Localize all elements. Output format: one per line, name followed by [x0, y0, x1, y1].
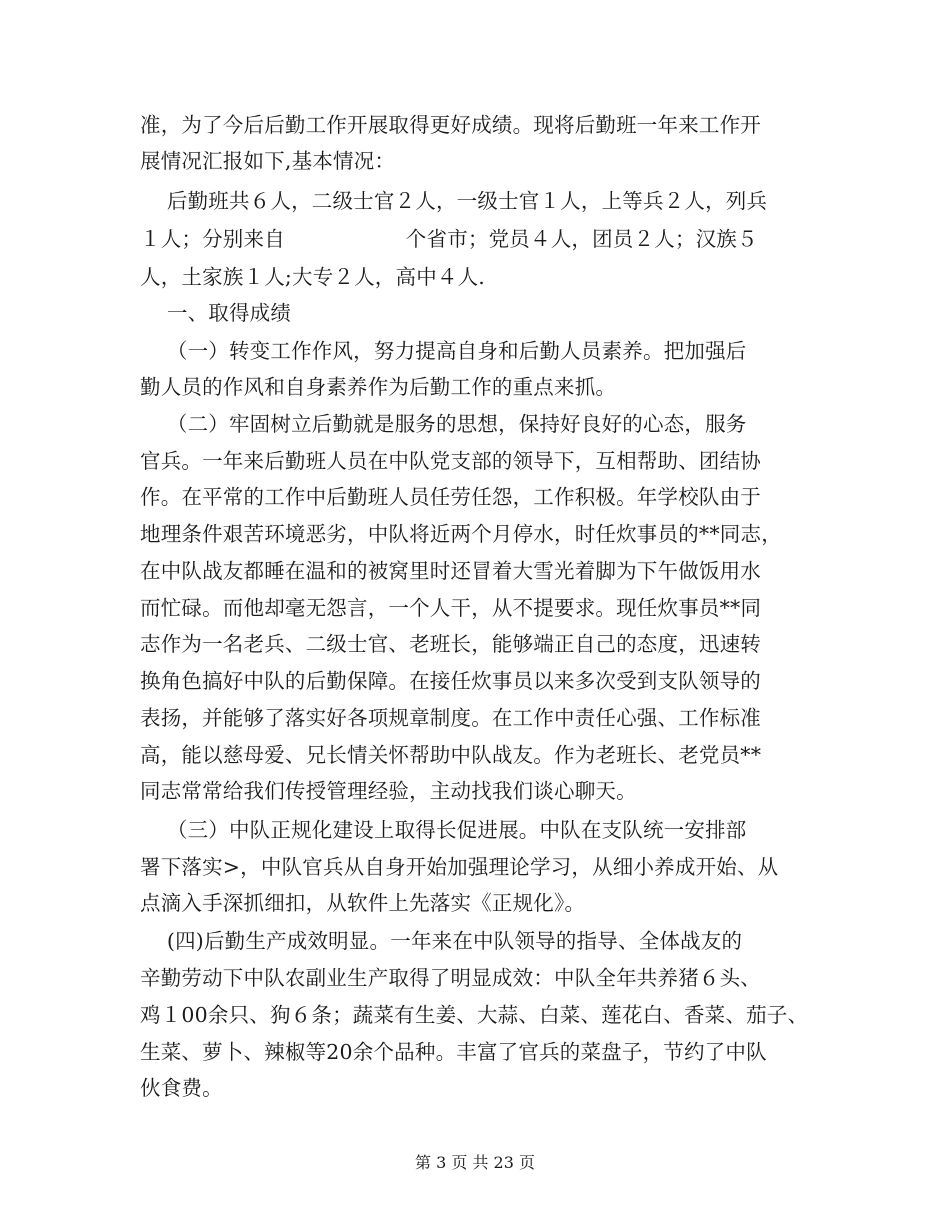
paragraph-line: 准，为了今后后勤工作开展取得更好成绩。现将后勤班一年来工作开 — [140, 113, 761, 137]
paragraph-line: （二）牢固树立后勤就是服务的思想，保持好良好的心态，服务 — [140, 412, 747, 436]
paragraph-line: 勤人员的作风和自身素养作为后勤工作的重点来抓。 — [140, 375, 617, 399]
paragraph-line: 署下落实>，中队官兵从自身开始加强理论学习，从细小养成开始、从 — [140, 855, 779, 879]
paragraph-line: 表扬，并能够了落实好各项规章制度。在工作中责任心强、工作标准 — [140, 706, 761, 730]
paragraph-line: 辛勤劳动下中队农副业生产取得了明显成效：中队全年共养猪６头、 — [140, 966, 761, 990]
paragraph-line: 换角色搞好中队的后勤保障。在接任炊事员以来多次受到支队领导的 — [140, 669, 761, 693]
paragraph-line: 而忙碌。而他却毫无怨言，一个人干，从不提要求。现任炊事员**同 — [140, 596, 762, 620]
section-heading: 一、取得成绩 — [140, 301, 292, 325]
paragraph-line: 点滴入手深抓细扣，从软件上先落实《正规化》。 — [140, 891, 586, 915]
paragraph-line: 展情况汇报如下,基本情况： — [140, 149, 396, 173]
paragraph-line: 伙食费。 — [140, 1076, 223, 1100]
paragraph-line: 作。在平常的工作中后勤班人员任劳任怨，工作积极。年学校队由于 — [140, 485, 761, 509]
paragraph-line: 在中队战友都睡在温和的被窝里时还冒着大雪光着脚为下午做饭用水 — [140, 559, 761, 583]
paragraph-line: （三）中队正规化建设上取得长促进展。中队在支队统一安排部 — [140, 818, 747, 842]
paragraph-line: 生菜、萝卜、辣椒等20余个品种。丰富了官兵的菜盘子，节约了中队 — [140, 1040, 767, 1064]
paragraph-line: 官兵。一年来后勤班人员在中队党支部的领导下，互相帮助、团结协 — [140, 449, 761, 473]
paragraph-line: 地理条件艰苦环境恶劣，中队将近两个月停水，时任炊事员的**同志， — [140, 522, 782, 546]
paragraph-line: （一）转变工作作风，努力提高自身和后勤人员素养。把加强后 — [140, 339, 747, 363]
paragraph-line: １人；分别来自 个省市；党员４人，团员２人；汉族５ — [140, 227, 758, 251]
page-number-footer: 第 3 页 共 23 页 — [415, 1153, 535, 1172]
paragraph-line: (四)后勤生产成效明显。一年来在中队领导的指导、全体战友的 — [140, 929, 743, 953]
paragraph-line: 志作为一名老兵、二级士官、老班长，能够端正自己的态度，迅速转 — [140, 632, 761, 656]
paragraph-line: 鸡１00余只、狗６条；蔬菜有生姜、大蒜、白菜、莲花白、香菜、茄子、 — [140, 1003, 809, 1027]
paragraph-line: 后勤班共６人，二级士官２人，一级士官１人，上等兵２人，列兵 — [140, 189, 768, 213]
paragraph-line: 同志常常给我们传授管理经验，主动找我们谈心聊天。 — [140, 779, 637, 803]
paragraph-line: 高，能以慈母爱、兄长情关怀帮助中队战友。作为老班长、老党员** — [140, 743, 762, 767]
paragraph-line: 人，土家族１人;大专２人，高中４人. — [140, 265, 486, 289]
